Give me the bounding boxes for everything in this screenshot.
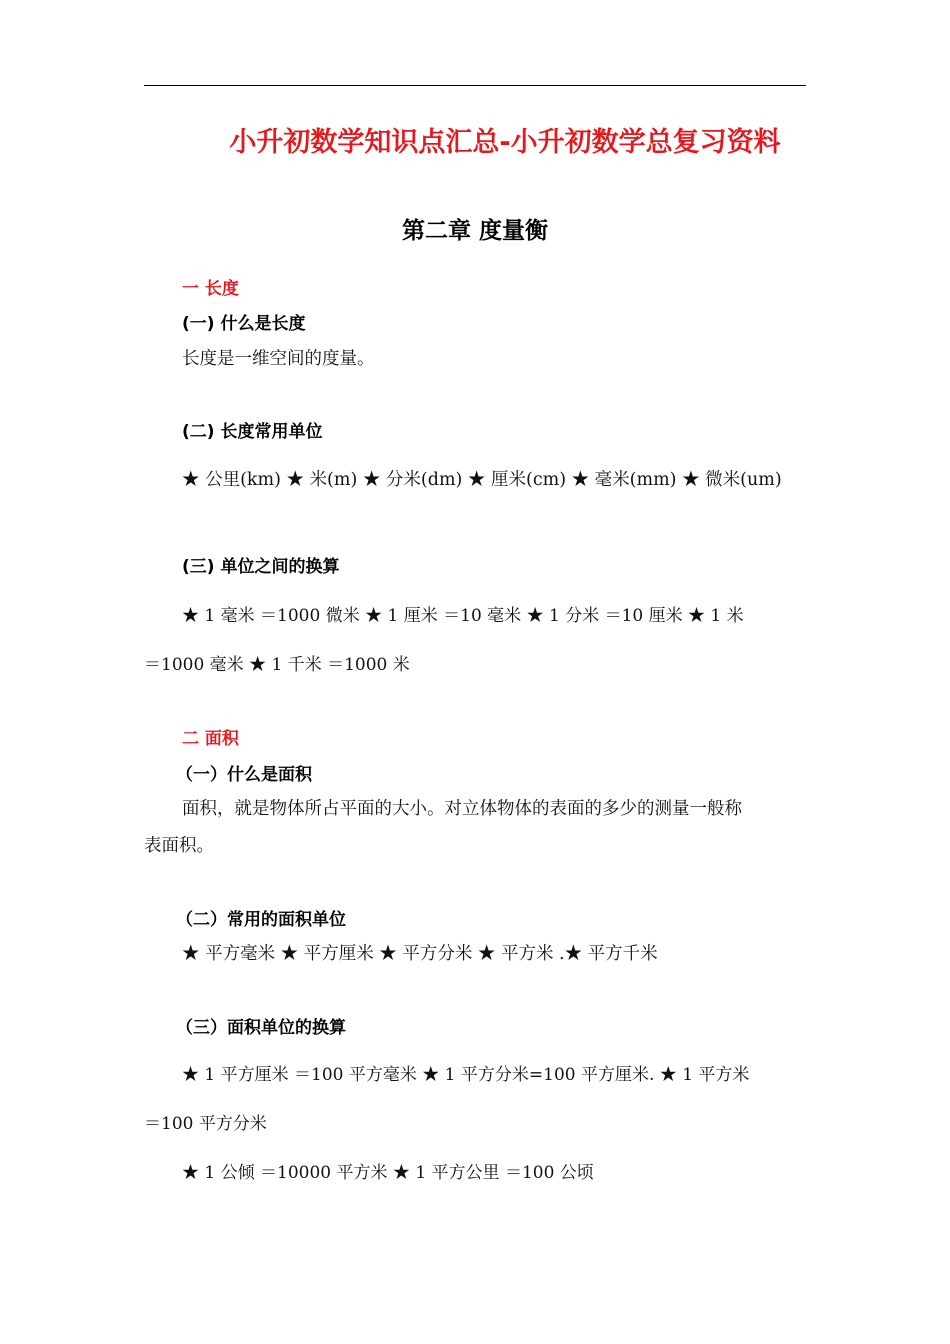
paragraph-area-definition-line-1: 面积，就是物体所占平面的大小。对立体物体的表面的多少的测量一般称 (182, 799, 742, 819)
subheading-area-conversion: （三）面积单位的换算 (176, 1018, 346, 1038)
length-units-list: ★ 公里(km) ★ 米(m) ★ 分米(dm) ★ 厘米(cm) ★ 毫米(mm) ★ 微米(um) (182, 470, 782, 490)
area-units-list: ★ 平方毫米 ★ 平方厘米 ★ 平方分米 ★ 平方米 .★ 平方千米 (182, 944, 658, 964)
subheading-what-is-length: (一) 什么是长度 (182, 314, 306, 334)
subheading-area-units: （二）常用的面积单位 (176, 910, 346, 930)
length-conversion-line-2: ＝1000 毫米 ★ 1 千米 ＝1000 米 (144, 655, 410, 675)
length-conversion-line-1: ★ 1 毫米 ＝1000 微米 ★ 1 厘米 ＝10 毫米 ★ 1 分米 ＝10 厘米 ★ 1 米 (182, 606, 744, 626)
area-conversion-line-3: ★ 1 公倾 ＝10000 平方米 ★ 1 平方公里 ＝100 公顷 (182, 1163, 594, 1183)
area-conversion-line-2: ＝100 平方分米 (144, 1114, 267, 1134)
area-conversion-line-1: ★ 1 平方厘米 ＝100 平方毫米 ★ 1 平方分米=100 平方厘米. ★ 1 平方米 (182, 1065, 750, 1085)
subheading-what-is-area: （一）什么是面积 (176, 765, 312, 785)
chapter-title: 第二章 度量衡 (401, 218, 548, 244)
document-title: 小升初数学知识点汇总-小升初数学总复习资料 (229, 127, 781, 158)
section-heading-length: 一 长度 (182, 279, 239, 299)
paragraph-length-definition: 长度是一维空间的度量。 (182, 349, 375, 369)
subheading-length-units: (二) 长度常用单位 (182, 422, 323, 442)
top-rule (144, 85, 806, 86)
paragraph-area-definition-line-2: 表面积。 (144, 836, 214, 856)
section-heading-area: 二 面积 (182, 729, 239, 749)
subheading-length-conversion: (三) 单位之间的换算 (182, 557, 340, 577)
